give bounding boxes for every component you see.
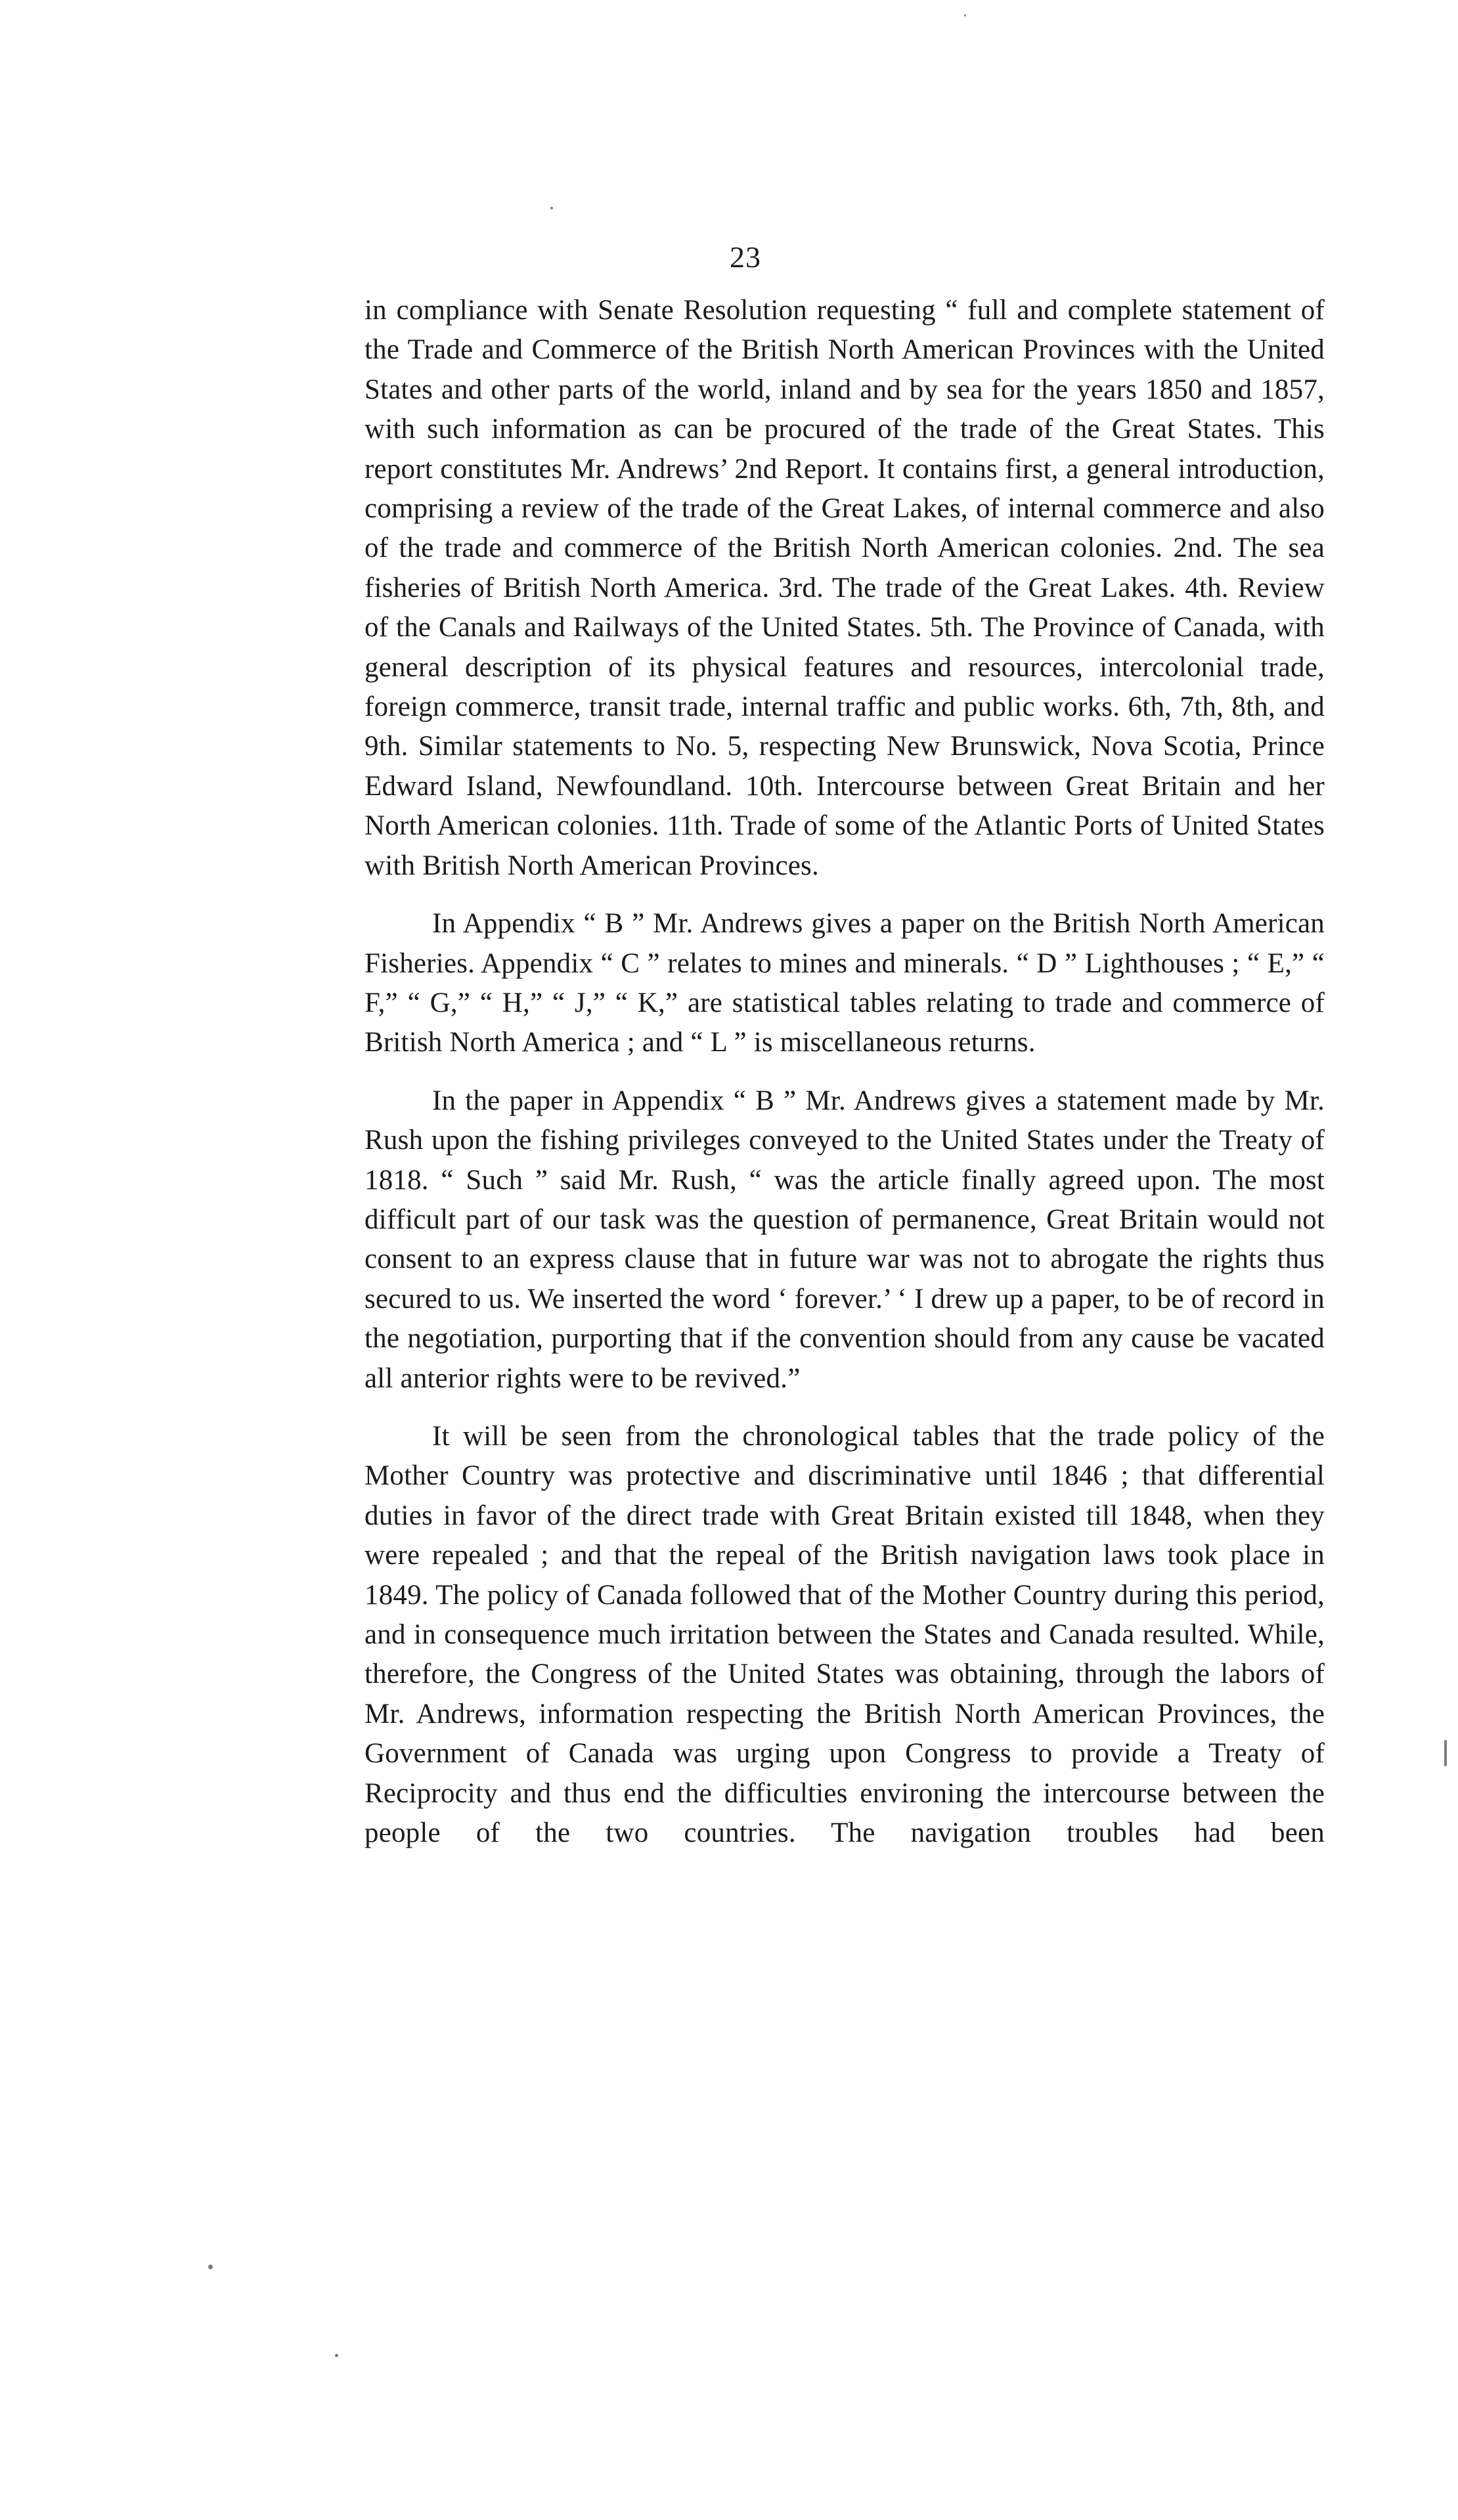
- paragraph-2: In Appendix “ B ” Mr. Andrews gives a paper on the British North American Fisheries. Appendix “ C ” relates to mines and minerals. “ D ” Lighthouses ; “ E,” “ F,” “ G,” “ H,” “ J,” “ K,” are statistical tables relating to trade and commerce of British North America ; and “ L ” is miscellaneous returns.: [364, 908, 1325, 1058]
- scan-speck: [550, 207, 553, 209]
- paragraph-1: in compliance with Senate Resolution requesting “ full and complete statement of the Trade and Commerce of the British North American Provinces with the United States and other parts of the world, inland and by sea for the years 1850 and 1857, with such information as can be procured of the trade of the Great States. This report constitutes Mr. Andrews’ 2nd Report. It contains first, a general introduction, comprising a review of the trade of the Great Lakes, of internal commerce and also of the trade and commerce of the British North American colonies. 2nd. The sea fisheries of British North America. 3rd. The trade of the Great Lakes. 4th. Review of the Canals and Railways of the United States. 5th. The Province of Canada, with general description of its physical features and resources, intercolonial trade, foreign commerce, transit trade, internal traffic and public works. 6th, 7th, 8th, and 9th. Similar statements to No. 5, respecting New Brunswick, Nova Scotia, Prince Edward Island, Newfoundland. 10th. Intercourse between Great Britain and her North American colonies. 11th. Trade of some of the Atlantic Ports of United States with British North American Provinces.: [364, 295, 1325, 881]
- paragraph-4: It will be seen from the chronological tables that the trade policy of the Mother Country was protective and discriminative until 1846 ; that differential duties in favor of the direct trade with Great Britain existed till 1848, when they were repealed ; and that the repeal of the British navigation laws took place in 1849. The policy of Canada followed that of the Mother Country during this period, and in consequence much irritation between the States and Canada resulted. While, therefore, the Congress of the United States was obtaining, through the labors of Mr. Andrews, information respecting the British North American Provinces, the Government of Canada was urging upon Congress to provide a Treaty of Reciprocity and thus end the difficulties environing the intercourse between the people of the two countries. The navigation troubles had been: [364, 1420, 1325, 1849]
- scan-speck: [208, 2265, 213, 2269]
- scan-speck: [335, 2354, 338, 2357]
- body-text: [364, 291, 1325, 1853]
- page-number: 23: [730, 240, 761, 274]
- scan-speck: [1444, 1740, 1447, 1766]
- scan-speck: [964, 14, 966, 16]
- paragraph-3: In the paper in Appendix “ B ” Mr. Andrews gives a statement made by Mr. Rush upon the fishing privileges conveyed to the United States under the Treaty of 1818. “ Such ” said Mr. Rush, “ was the article finally agreed upon. The most difficult part of our task was the question of permanence, Great Britain would not consent to an express clause that in future war was not to abrogate the rights thus secured to us. We inserted the word ‘ forever.’ ‘ I drew up a paper, to be of record in the negotiation, purporting that if the convention should from any cause be vacated all anterior rights were to be revived.”: [364, 1085, 1325, 1394]
